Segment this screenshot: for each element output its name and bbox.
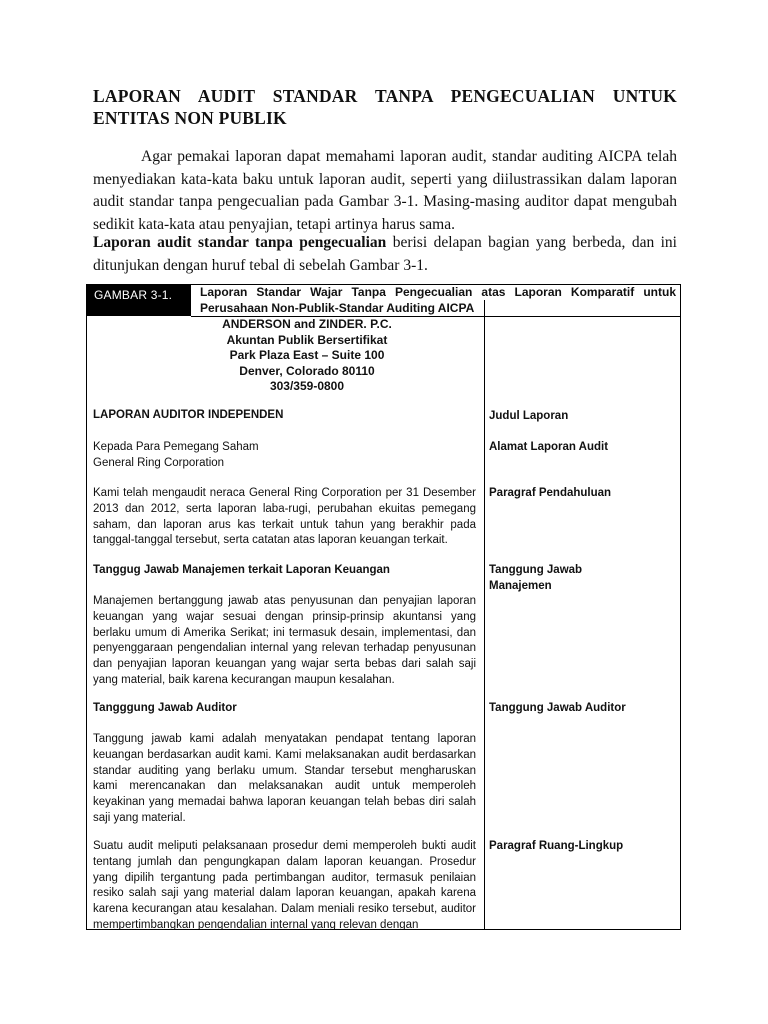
report-title: LAPORAN AUDITOR INDEPENDEN: [93, 409, 284, 421]
figure-box-bottom-border: [86, 929, 681, 930]
addressee: [93, 440, 476, 472]
addressee-line2: General Ring Corporation: [93, 456, 225, 469]
side-label-judul: Judul Laporan: [489, 410, 569, 422]
side-label-auditor: Tanggung Jawab Auditor: [489, 702, 626, 714]
figure-caption: Laporan Standar Wajar Tanpa Pengecualian atas Laporan Komparatif untuk Perusahaan Non-Publik-Standar Auditing AICPA: [200, 285, 676, 315]
side-label-ruang-lingkup: Paragraf Ruang-Lingkup: [489, 840, 624, 852]
caption-divider: [484, 300, 485, 316]
firm-letterhead: [192, 317, 422, 395]
introductory-paragraph: Kami telah mengaudit neraca General Ring Corporation per 31 Desember 2013 dan 2012, serta laporan laba-rugi, perubahan ekuitas pemegang saham, dan laporan arus kas terkait untuk tahun yang berakhir pada tanggal-tanggal tersebut, serta catatan atas laporan keuangan terkait.: [93, 487, 476, 547]
column-divider: [484, 316, 485, 930]
auditor-heading: Tangggung Jawab Auditor: [93, 702, 237, 714]
document-title: LAPORAN AUDIT STANDAR TANPA PENGECUALIAN UNTUK ENTITAS NON PUBLIK: [93, 86, 677, 128]
firm-address-line1: Park Plaza East – Suite 100: [229, 348, 385, 363]
management-paragraph: Manajemen bertanggung jawab atas penyusunan dan penyajian laporan keuangan yang wajar sesuai dengan prinsip-prinsip akuntansi yang berlaku umum di Amerika Serikat; ini termasuk desain, implementasi, dan penyenggaraan pengendalian internal yang relevan terhadap penyusunan dan penyajian laporan keuangan yang wajar serta bebas dari salah saji yang material, baik karena kecurangan maupun kesalahan.: [93, 595, 476, 686]
firm-type: Akuntan Publik Bersertifikat: [226, 332, 388, 347]
summary-rest: berisi delapan bagian yang berbeda, dan ini ditunjukan dengan huruf tebal di sebelah Gambar 3-1.: [93, 234, 677, 274]
firm-address-line2: Denver, Colorado 80110: [239, 363, 375, 378]
scope-paragraph: Suatu audit meliputi pelaksanaan prosedur demi memperoleh bukti audit tentang jumlah dan pengungkapan dalam laporan keuangan. Prosedur yang dipilih tergantung pada pertimbangan auditor, termasuk penilaian resiko salah saji yang material dalam laporan keuangan, apakah karena karena kecurangan atau kesalahan. Dalam meniali resiko tersebut, auditor mempertimbangkan pengendalian internal yang relevan dengan: [93, 840, 476, 929]
side-label-manajemen: Tanggung Jawab Manajemen: [489, 564, 583, 592]
firm-phone: 303/359-0800: [269, 379, 345, 394]
summary-bold-lead: Laporan audit standar tanpa pengecualian: [93, 234, 387, 251]
intro-paragraph: Agar pemakai laporan dapat memahami laporan audit, standar auditing AICPA telah menyediakan kata-kata baku untuk laporan audit, seperti yang diilustrassikan dalam laporan audit standar tanpa pengecualian pada Gambar 3-1. Masing-masing auditor dapat mengubah sedikit kata-kata atau penyajian, tetapi artinya harus sama.: [93, 148, 677, 233]
summary-paragraph: [93, 232, 677, 277]
figure-label: GAMBAR 3-1.: [86, 284, 191, 316]
auditor-paragraph: Tanggung jawab kami adalah menyatakan pendapat tentang laporan keuangan berdasarkan audit kami. Kami melaksanakan audit berdasarkan standar auditing yang berlaku umum. Standar tersebut mengharuskan kami merencanakan dan melaksanakan audit untuk memperoleh keyakinan yang memadai bahwa laporan keuangan telah bebas diri salah saji yang material.: [93, 733, 476, 824]
side-label-pendahuluan: Paragraf Pendahuluan: [489, 487, 612, 499]
management-heading: Tanggug Jawab Manajemen terkait Laporan Keuangan: [93, 564, 390, 576]
side-label-alamat: Alamat Laporan Audit: [489, 441, 609, 453]
firm-name: ANDERSON and ZINDER. P.C.: [222, 317, 392, 331]
addressee-line1: Kepada Para Pemegang Saham: [93, 441, 259, 453]
